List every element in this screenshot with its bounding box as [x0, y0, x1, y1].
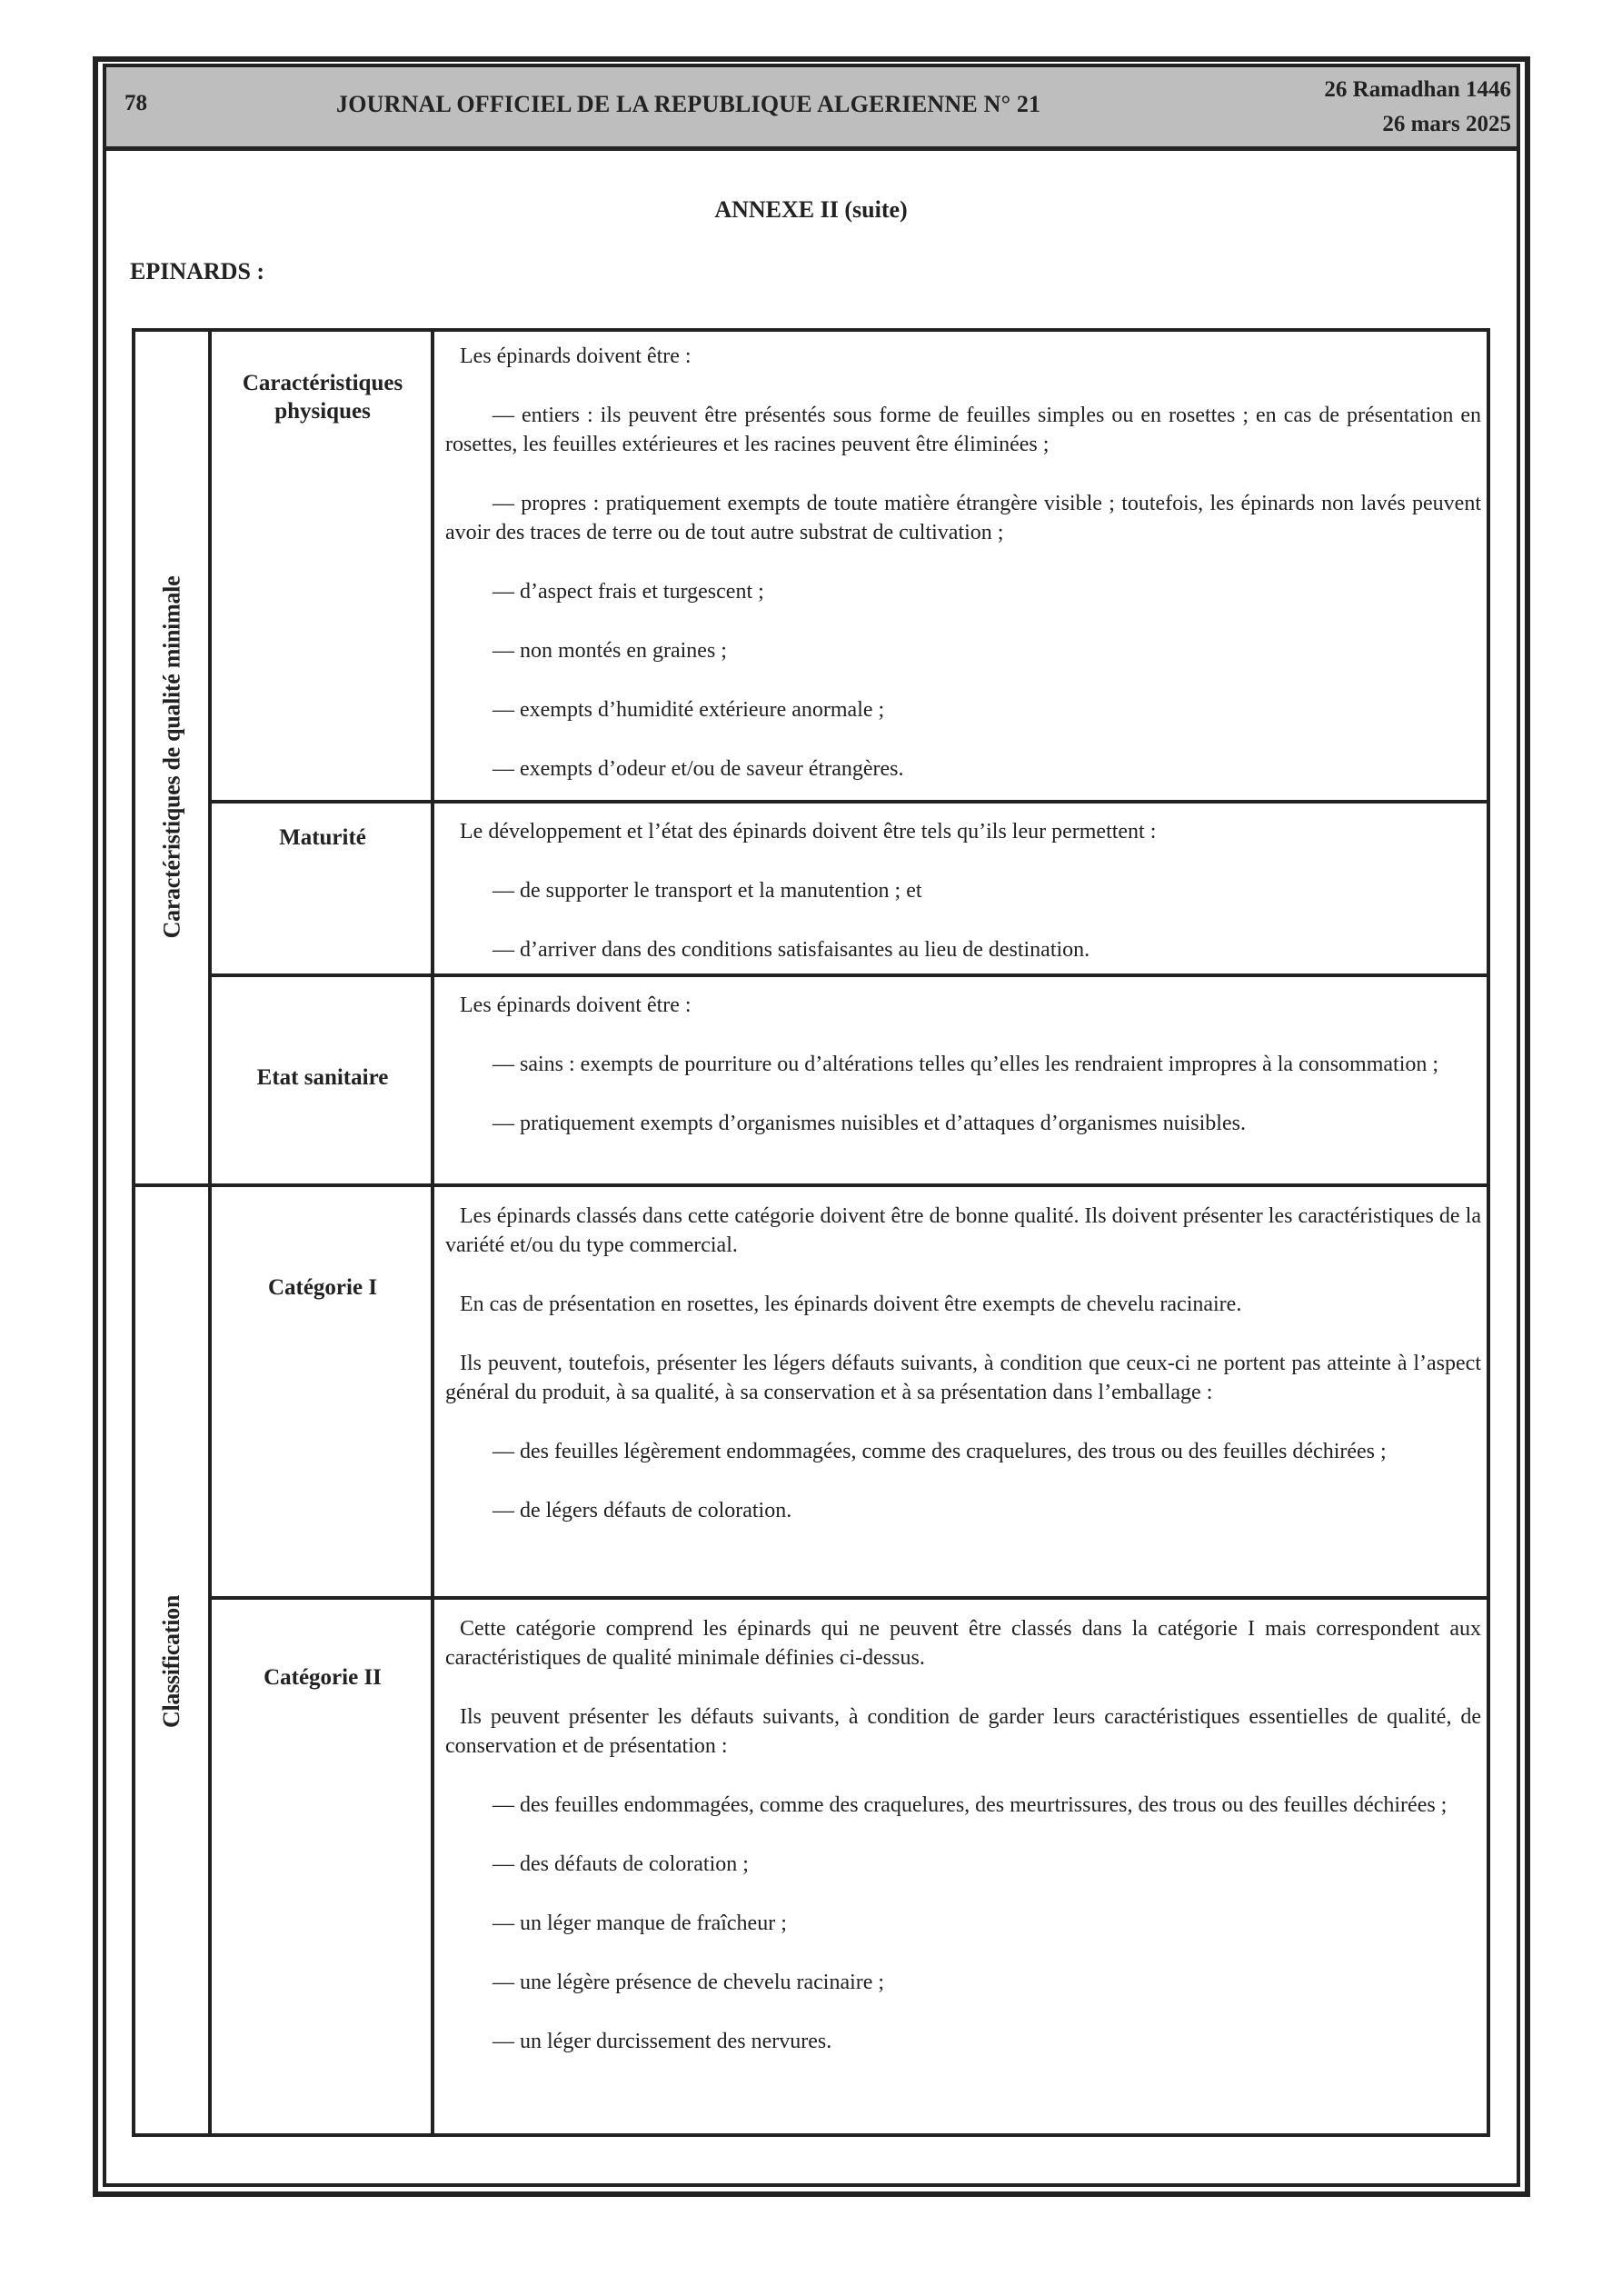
group-divider	[132, 1183, 1490, 1187]
content-category-1	[445, 1202, 1481, 1555]
date-gregorian: 26 mars 2025	[1382, 112, 1511, 136]
list-item: — entiers : ils peuvent être présentés sous forme de feuilles simples ou en rosettes ; en cas de présentation en rosettes, les feuilles extérieures et les racines peuvent être éliminées ;	[445, 404, 1481, 456]
list-item: — de légers défauts de coloration.	[493, 1499, 792, 1522]
issue-date	[1324, 73, 1511, 142]
section-title: EPINARDS :	[130, 258, 265, 285]
criterion-sanitary: Etat sanitaire	[256, 1065, 389, 1090]
row-divider	[208, 1596, 1490, 1600]
paragraph: Les épinards classés dans cette catégorie doivent être de bonne qualité. Ils doivent présenter les caractéristiques de la variété et/ou du type commercial.	[445, 1204, 1481, 1257]
content-category-2	[445, 1614, 1481, 2086]
content-maturity	[445, 817, 1481, 994]
paragraph: Le développement et l’état des épinards doivent être tels qu’ils leur permettent :	[460, 820, 1157, 844]
list-item: — exempts d’odeur et/ou de saveur étrangères.	[493, 757, 904, 781]
list-item: — d’arriver dans des conditions satisfaisantes au lieu de destination.	[493, 938, 1090, 962]
list-item: — propres : pratiquement exempts de toute matière étrangère visible ; toutefois, les épinards non lavés peuvent avoir des traces de terre ou de tout autre substrat de cultivation ;	[445, 492, 1481, 544]
list-item: — des défauts de coloration ;	[493, 1852, 749, 1876]
paragraph: Ils peuvent, toutefois, présenter les légers défauts suivants, à condition que ceux-ci ne portent pas atteinte à l’aspect général du produit, à sa qualité, à sa conservation et à sa présentation dans l’emballage :	[445, 1352, 1481, 1404]
paragraph: Ils peuvent présenter les défauts suivants, à condition de garder leurs caractéristiques essentielles de qualité, de conservation et de présentation :	[445, 1705, 1481, 1758]
list-item: — des feuilles endommagées, comme des craquelures, des meurtrissures, des trous ou des feuilles déchirées ;	[493, 1793, 1448, 1817]
criterion-maturity: Maturité	[279, 825, 366, 850]
content-physical	[445, 342, 1481, 814]
page-number: 78	[124, 91, 147, 115]
content-sanitary	[445, 991, 1481, 1168]
list-item: — sains : exempts de pourriture ou d’altérations telles qu’elles les rendraient impropres à la consommation ;	[493, 1053, 1439, 1076]
paragraph: Les épinards doivent être :	[460, 344, 692, 368]
journal-title: JOURNAL OFFICIEL DE LA REPUBLIQUE ALGERIENNE N° 21	[336, 91, 1041, 117]
list-item: — des feuilles légèrement endommagées, comme des craquelures, des trous ou des feuilles déchirées ;	[493, 1440, 1387, 1463]
criterion-category-2: Catégorie II	[264, 1665, 382, 1690]
list-item: — un léger manque de fraîcheur ;	[493, 1912, 787, 1935]
annexe-heading: ANNEXE II (suite)	[714, 196, 908, 223]
group-label-classification: Classification	[158, 1594, 184, 1728]
list-item: — exempts d’humidité extérieure anormale ;	[493, 698, 885, 722]
list-item: — de supporter le transport et la manutention ; et	[493, 879, 922, 903]
list-item: — d’aspect frais et turgescent ;	[493, 580, 764, 604]
paragraph: Les épinards doivent être :	[460, 993, 692, 1017]
list-item: — non montés en graines ;	[493, 639, 727, 663]
paragraph: En cas de présentation en rosettes, les épinards doivent être exempts de chevelu racinaire.	[460, 1293, 1242, 1316]
list-item: — un léger durcissement des nervures.	[493, 2030, 832, 2053]
criterion-physical: Caractéristiques physiques	[242, 371, 403, 424]
list-item: — pratiquement exempts d’organismes nuisibles et d’attaques d’organismes nuisibles.	[493, 1112, 1246, 1135]
list-item: — une légère présence de chevelu racinaire ;	[493, 1971, 885, 1994]
paragraph: Cette catégorie comprend les épinards qui ne peuvent être classés dans la catégorie I mais correspondent aux caractéristiques de qualité minimale définies ci-dessus.	[445, 1617, 1481, 1670]
date-hijri: 26 Ramadhan 1446	[1324, 77, 1511, 102]
group-label-quality: Caractéristiques de qualité minimale	[158, 575, 184, 938]
criterion-category-1: Catégorie I	[267, 1275, 378, 1300]
column-divider	[431, 328, 434, 2137]
